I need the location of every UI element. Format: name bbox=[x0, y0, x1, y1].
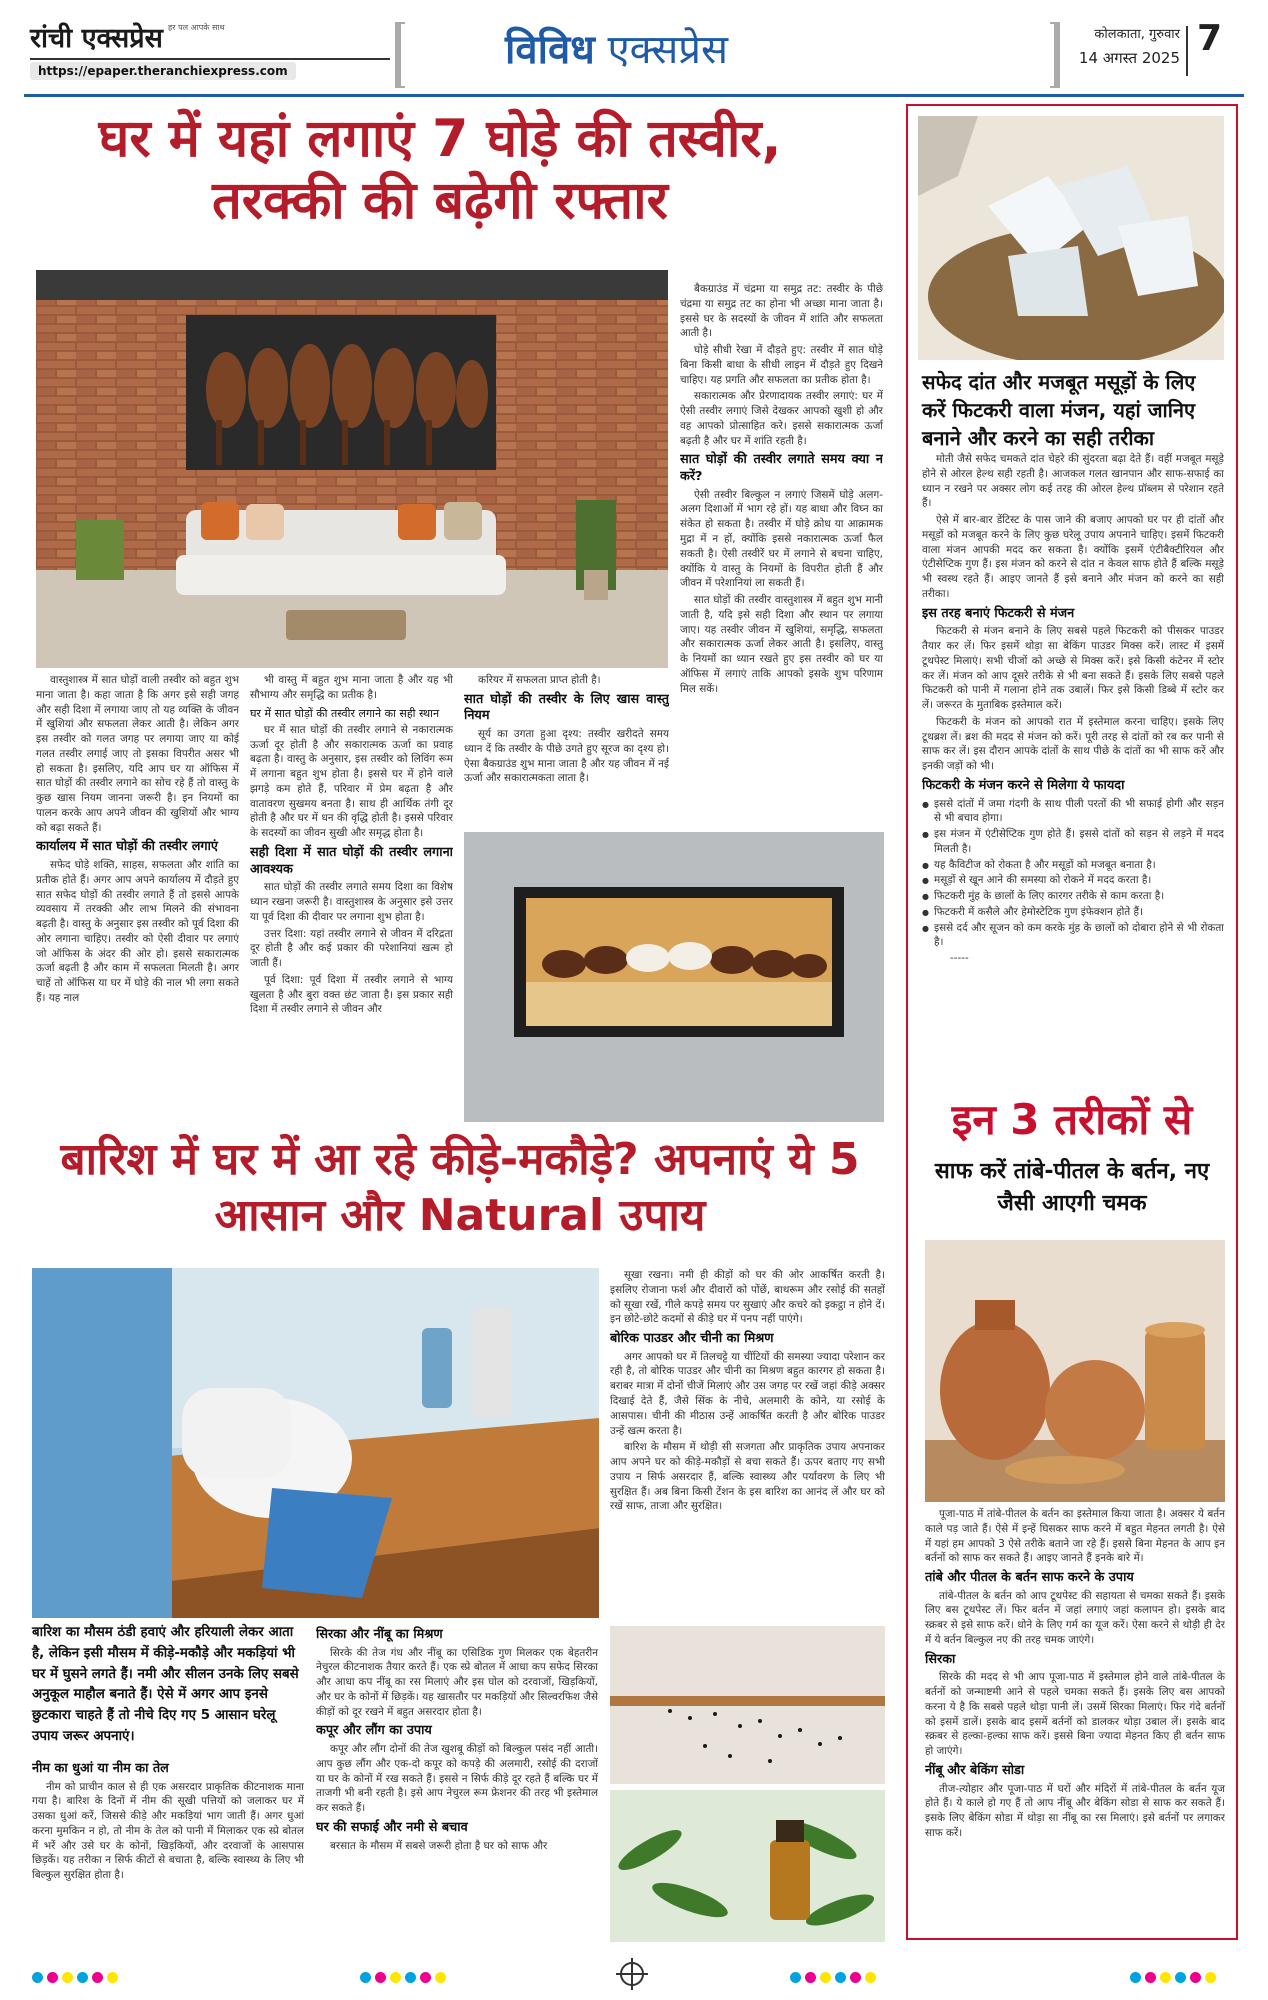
sb2-subhead2: सिरका bbox=[925, 1651, 956, 1667]
sidebar2-kicker: इन 3 तरीकों से bbox=[951, 1095, 1193, 1144]
register-dot bbox=[405, 1972, 416, 1983]
page-number: 7 bbox=[1197, 18, 1223, 59]
masthead-rule bbox=[30, 58, 390, 60]
register-dot bbox=[1205, 1972, 1216, 1983]
sidebar2-body bbox=[925, 1507, 1225, 1932]
a2-subhead-neem: नीम का धुआं या नीम का तेल bbox=[32, 1761, 169, 1776]
a1-c1-subhead: कार्यालय में सात घोड़ों की तस्वीर लगाएं bbox=[36, 839, 219, 855]
ants-on-wall-photo bbox=[610, 1626, 885, 1784]
sidebar1-headline: सफेद दांत और मजबूत मसूड़ों के लिए करें फिटकरी वाला मंजन, यहां जानिए बनाने और करने का सही तरीका bbox=[922, 370, 1196, 450]
a1-c1-p2: सफेद घोड़े शक्ति, साहस, सफलता और शांति का प्रतीक होते हैं। अगर आप अपने कार्यालय में दौड़ते हुए सात सफेद घोड़ों की तस्वीर लगाते हैं तो इससे आपके व्यवसाय में तरक्की और लाभ मिलने की संभावना बढ़ती है। वास्तु के अनुसार इस तस्वीर को पूर्व दिशा की ओर लगाना चाहिए। तस्वीर को ऐसी दीवार पर लगाएं जो ऑफिस के अंदर की ओर हो। इससे सकारात्मक ऊर्जा बढ़ती है और काम में सफलता मिलती है। अगर चाहें तो ऑफिस या घर में घोड़े की नाल भी लगा सकते हैं। यह नाल bbox=[36, 859, 239, 1004]
list-item: ● यह कैविटीज को रोकता है और मसूड़ों को मजबूत बनाता है। bbox=[922, 858, 1224, 873]
dateline-date: 14 अगस्त 2025 bbox=[1078, 49, 1180, 68]
list-item: ● फिटकरी में कसैले और हेमोस्टेटिक गुण इंफेक्शन होते हैं। bbox=[922, 905, 1224, 920]
register-dot bbox=[1130, 1972, 1141, 1983]
sb2-p2: तांबे-पीतल के बर्तन को आप टूथपेस्ट की सहायता से चमका सकते हैं। इसके लिए बस टूथपेस्ट लें। फिर बर्तन में जहां लगाएं जहां कलापन हो। इसके बाद स्क्रबर से इसे साफ करें। धोने के लिए गर्म का यूज करें। ऐसा करने से थोड़ी ही देर में ये बर्तन बिल्कुल नए की तरह चमक जाएंगे। bbox=[925, 1589, 1225, 1646]
list-item: ● फिटकरी मुंह के छालों के लिए कारगर तरीके से काम करता है। bbox=[922, 889, 1224, 904]
alum-crystals-photo bbox=[918, 116, 1224, 360]
sb1-subhead2: फिटकरी के मंजन करने से मिलेगा ये फायदा bbox=[922, 777, 1125, 793]
article2-col3 bbox=[610, 1268, 885, 1616]
list-item: ● इससे दांतों में जमा गंदगी के साथ पीली परतों की भी सफाई होगी और सड़न से भी बचाव होगा। bbox=[922, 797, 1224, 827]
a1-c4-p5: सात घोड़ों की तस्वीर वास्तुशास्त्र में बहुत शुभ मानी जाती है, यदि इसे सही दिशा और स्थान पर लगाया जाए। यह तस्वीर जीवन में खुशियां, समृद्धि, सफलता और सकारात्मक ऊर्जा लेकर आती है। इसलिए, वास्तु के नियमों का ध्यान रखते हुए इस तस्वीर को घर या ऑफिस में लगाएं ताकि आपको इसके शुभ परिणाम मिल सकें। bbox=[680, 594, 883, 695]
register-dots-center-left bbox=[360, 1968, 450, 1982]
sb1-subhead1: इस तरह बनाएं फिटकरी से मंजन bbox=[922, 605, 1075, 621]
logo-tagline: हर पल आपके साथ bbox=[168, 23, 225, 32]
article1-headline: घर में यहां लगाएं 7 घोड़े की तस्वीर, तरक्की की बढ़ेगी रफ्तार bbox=[98, 109, 782, 232]
a1-c4-p1: बैकग्राउंड में चंद्रमा या समुद्र तट: तस्वीर के पीछे चंद्रमा या समुद्र तट का होना भी अच्छा माना जाता है। इससे घर के सदस्यों के जीवन में शांति और सफलता आती है। bbox=[680, 283, 883, 340]
sb2-subhead3: नींबू और बेकिंग सोडा bbox=[925, 1762, 1025, 1778]
framed-running-horses-photo bbox=[464, 832, 884, 1122]
register-dot bbox=[62, 1972, 73, 1983]
register-dot bbox=[360, 1972, 371, 1983]
article2-headline: बारिश में घर में आ रहे कीड़े-मकौड़े? अपनाएं ये 5 आसान और Natural उपाय bbox=[60, 1134, 860, 1242]
a1-c2-p2: घर में सात घोड़ों की तस्वीर लगाने से नकारात्मक ऊर्जा दूर होती है और सकारात्मक ऊर्जा का प्रवाह बढ़ता है। वास्तु के अनुसार, इस तस्वीर को लिविंग रूम में लगाना बहुत शुभ होता है। इससे घर में होने वाले झगड़े कम होते हैं, परिवार में प्रेम बढ़ता है और वातावरण सुखमय बनता है। साथ ही आर्थिक तंगी दूर होती है और घर में धन की वृद्धि होती है। इससे परिवार के सदस्यों का जीवन सुखी और समृद्ध होता है। bbox=[250, 723, 453, 840]
a1-c2-p5: पूर्व दिशा: पूर्व दिशा में तस्वीर लगाने से भाग्य खुलता है और बुरा वक्त छंट जाता है। इस प्रकार सही दिशा में तस्वीर लगाने से जीवन और bbox=[250, 973, 453, 1016]
register-dot bbox=[1190, 1972, 1201, 1983]
register-dot bbox=[92, 1972, 103, 1983]
a2-p-lemon: सिरके की तेज गंध और नींबू का एसिडिक गुण मिलकर एक बेहतरीन नेचुरल कीटनाशक तैयार करते हैं। एक स्प्रे बोतल में आधा कप सफेद सिरका और आधा कप नींबू का रस मिलाएं और इस घोल को दरवाजों, खिड़कियों, और घर के कोनों में छिड़कें। यह खासतौर पर मकड़ियों और सिल्वरफिश जैसे कीड़ों को दूर रखने में बहुत असरदार होता है। bbox=[316, 1646, 598, 1718]
sb2-subhead1: तांबे और पीतल के बर्तन साफ करने के उपाय bbox=[925, 1570, 1134, 1586]
page-divider bbox=[1186, 26, 1188, 76]
sb1-p4: फिटकरी के मंजन को आपको रात में इस्तेमाल करना चाहिए। इसके लिए टूथब्रश लें। ब्रश की मदद से मंजन को करें। पूरी तरह से दांतों को रब कर पानी से साफ कर लें। इस दौरान आपके दांतों के साथ पीछे के दांतों का भी साफ करें और इनकी जड़ों को भी। bbox=[922, 715, 1224, 773]
a2-subhead-camphor: कपूर और लौंग का उपाय bbox=[316, 1723, 432, 1739]
sb2-p4: तीज-त्योहार और पूजा-पाठ में घरों और मंदिरों में तांबे-पीतल के बर्तन यूज होते हैं। ये काले हो गए हैं तो आप नींबू और बेकिंग सोडा से साफ कर सकते हैं। इसके लिए बेकिंग सोडा में थोड़ा सा नींबू का रस मिलाएं। इसे बर्तनों पर लगाकर साफ करें। bbox=[925, 1782, 1225, 1839]
register-dot bbox=[390, 1972, 401, 1983]
masthead-bottom-rule bbox=[24, 94, 1244, 97]
section-title-b: एक्सप्रेस bbox=[607, 27, 729, 73]
register-dot bbox=[420, 1972, 431, 1983]
register-dot bbox=[375, 1972, 386, 1983]
section-title bbox=[505, 20, 728, 75]
newspaper-logo: रांची एक्सप्रेस bbox=[30, 23, 163, 54]
register-dots-left bbox=[32, 1968, 122, 1982]
seven-horses-room-photo bbox=[36, 270, 668, 668]
sidebar2-headline: साफ करें तांबे-पीतल के बर्तन, नए जैसी आएगी चमक bbox=[934, 1159, 1210, 1216]
article2-col2 bbox=[316, 1623, 598, 1941]
section-bracket-left bbox=[395, 22, 405, 88]
register-dots-center-right bbox=[790, 1968, 880, 1982]
epaper-url[interactable]: https://epaper.theranchiexpress.com bbox=[30, 62, 296, 80]
section-title-a: विविध bbox=[505, 27, 595, 73]
a2-p-boric: अगर आपको घर में तिलचट्टे या चींटियों की समस्या ज्यादा परेशान कर रही है, तो बोरिक पाउडर और चीनी का मिश्रण बहुत कारगर हो सकता है। बराबर मात्रा में दोनों चीजें मिलाएं और उस जगह पर रखें जहां कीड़े अक्सर दिखाई देते हैं, जैसे सिंक के नीचे, अलमारी के कोने, या रसोई के आसपास। चीनी की मीठास उन्हें आकर्षित करती है और बोरिक पाउडर उन्हें खत्म करता है। bbox=[610, 1350, 885, 1437]
a2-p-camphor: कपूर और लौंग दोनों की तेज खुशबू कीड़ों को बिल्कुल पसंद नहीं आती। आप कुछ लौंग और एक-दो कपूर को कपड़े की अलमारी, रसोई की दराजों या घर के कोनों में रख सकते हैं। इससे न सिर्फ कीड़े दूर रहते हैं बल्कि घर में ताजगी भी बनी रहती है। इसे आप नेचुरल रूम फ्रेशनर की तरह भी इस्तेमाल कर सकते हैं। bbox=[316, 1743, 598, 1815]
list-item: ● मसूड़ों से खून आने की समस्या को रोकने में मदद करता है। bbox=[922, 873, 1224, 888]
a1-c1-p1: वास्तुशास्त्र में सात घोड़ों वाली तस्वीर को बहुत शुभ माना जाता है। कहा जाता है कि अगर इसे सही जगह और सही दिशा में लगाया जाए तो यह व्यक्ति के जीवन में खुशियां और सफलता लेकर आती है। लेकिन अगर इस तस्वीर को गलत जगह पर लगाया जाए या कोई गलत तस्वीर लगाई जाए तो इसका विपरीत असर भी हो सकता है। इसलिए, यदि आप घर या ऑफिस में सात घोड़ों की तस्वीर लगाने का सोच रहे हैं तो वास्तु के कुछ खास नियम जानना जरूरी है। इन नियमों का पालन करके आप अपने जीवन की खुशियों और भाग्य को बढ़ा सकते हैं। bbox=[36, 674, 239, 834]
list-item: ● इससे दर्द और सूजन को कम करके मुंह के छालों को दोबारा होने से भी रोकता है। bbox=[922, 921, 1224, 951]
sb1-p1: मोती जैसे सफेद चमकते दांत चेहरे की सुंदरता बढ़ा देते हैं। वहीं मजबूत मसूड़े होने से ओरल हेल्थ सही रहती है। आजकल गलत खानपान और साफ-सफाई का ध्यान न रखने पर अक्सर लोग कई तरह की ओरल हेल्थ प्रॉब्लम से परेशान रहते हैं। bbox=[922, 453, 1224, 510]
register-dot bbox=[790, 1972, 801, 1983]
a1-c2-p3: सात घोड़ों की तस्वीर लगाते समय दिशा का विशेष ध्यान रखना जरूरी है। वास्तुशास्त्र के अनुसार इसे उत्तर या पूर्व दिशा की दीवार पर लगाना शुभ होता है। bbox=[250, 881, 453, 923]
a2-p-clean: बरसात के मौसम में सबसे जरूरी होता है घर को साफ और bbox=[330, 1839, 548, 1852]
a1-c3-subhead: सात घोड़ों की तस्वीर के लिए खास वास्तु नियम bbox=[464, 691, 669, 724]
copper-vessels-photo bbox=[925, 1240, 1225, 1502]
a1-c2-p1: भी वास्तु में बहुत शुभ माना जाता है और यह भी सौभाग्य और समृद्धि का प्रतीक है। bbox=[250, 674, 453, 701]
sb1-end-mark: ----- bbox=[950, 952, 969, 965]
register-dot bbox=[77, 1972, 88, 1983]
a1-c2-subhead1: घर में सात घोड़ों की तस्वीर लगाने का सही स्थान bbox=[250, 706, 440, 720]
sb1-p2: ऐसे में बार-बार डेंटिस्ट के पास जाने की बजाए आपको घर पर ही दांतों और मसूड़ों को मजबूत करने के लिए कुछ घरेलू उपाय अपनाने चाहिए। इसमें फिटकरी वाला मंजन आपकी मदद कर सकता है। क्योंकि इसमें एंटीबैक्टीरियल और एंटीसेप्टिक गुण हैं। इस मंजन को करने से दांत न केवल साफ होते हैं बल्कि मसूड़े भी स्वस्थ रहते हैं। आइए जानते हैं इसे बनाने और मंजन को करने का सही तरीका। bbox=[922, 514, 1224, 600]
a2-p-end: बारिश के मौसम में थोड़ी सी सजगता और प्राकृतिक उपाय अपनाकर आप अपने घर को कीड़े-मकौड़ों से बचा सकते हैं। ऊपर बताए गए सभी उपाय न सिर्फ असरदार हैं, बल्कि स्वास्थ्य और पर्यावरण के लिए भी सुरक्षित हैं। अब बिना किसी टेंशन के इस बारिश का आनंद लें और घर को रखें साफ, ताजा और सुरक्षित। bbox=[610, 1441, 885, 1513]
register-dot bbox=[435, 1972, 446, 1983]
register-dot bbox=[865, 1972, 876, 1983]
a1-c2-subhead2: सही दिशा में सात घोड़ों की तस्वीर लगाना आवश्यक bbox=[250, 844, 453, 877]
register-dot bbox=[1160, 1972, 1171, 1983]
article2-lead: बारिश का मौसम ठंडी हवाएं और हरियाली लेकर आता है, लेकिन इसी मौसम में कीड़े-मकौड़े और मकड़ियां भी घर में घुसने लगते हैं। नमी और सीलन उनके लिए सबसे अनुकूल माहौल बनाते हैं। ऐसे में अगर आप इनसे छुटकारा चाहते हैं तो नीचे दिए गए 5 आसान घरेलू उपाय जरूर अपनाएं। bbox=[32, 1625, 299, 1744]
sb2-p1: पूजा-पाठ में तांबे-पीतल के बर्तन का इस्तेमाल किया जाता है। अक्सर ये बर्तन काले पड़ जाते हैं। ऐसे में इन्हें घिसकर साफ करने में बहुत मेहनत लगती है। ऐसे में यहां हम आपको 3 ऐसे तरीके बताने जा रहे हैं। इससे बिना मेहनत के आप इन बर्तनों को साफ कर सकते हैं। आइए जानते हैं इनके बारे में। bbox=[925, 1508, 1225, 1565]
a1-c4-p4: ऐसी तस्वीर बिल्कुल न लगाएं जिसमें घोड़े अलग-अलग दिशाओं में भाग रहे हों। यह बाधा और विघ्न का संकेत हो सकता है। तस्वीर में घोड़े क्रोध या आक्रामक मुद्रा में न हों, क्योंकि इससे नकारात्मक ऊर्जा फैल सकती है। ऐसी तस्वीरें घर में लगाने से बचना चाहिए, क्योंकि ये वास्तु के नियमों के विपरीत होती हैं और जीवन में परेशानियां ला सकती हैं। bbox=[680, 488, 883, 590]
register-dot bbox=[1145, 1972, 1156, 1983]
a2-subhead-lemon: सिरका और नींबू का मिश्रण bbox=[316, 1627, 443, 1642]
register-dot bbox=[32, 1972, 43, 1983]
a2-p-clean-cont: सूखा रखना। नमी ही कीड़ों को घर की ओर आकर्षित करती है। इसलिए रोजाना फर्श और दीवारों को पोंछें, बाथरूम और रसोई की सतहों को सूखा रखें, गीले कपड़े समय पर सुखाएं और कचरे को इकट्ठा न होने दें। इन छोटे-छोटे कदमों से कीड़े घर में पनप नहीं पाएंगे। bbox=[610, 1269, 885, 1326]
article1-col1 bbox=[36, 673, 239, 1128]
a1-c4-subhead: सात घोड़ों की तस्वीर लगाते समय क्या न करें? bbox=[680, 452, 883, 485]
a1-c2-p4: उत्तर दिशा: यहां तस्वीर लगाने से जीवन में दरिद्रता दूर होती है और कई प्रकार की परेशानियां खत्म हो जाती हैं। bbox=[250, 927, 453, 970]
a2-subhead-boric: बोरिक पाउडर और चीनी का मिश्रण bbox=[610, 1331, 774, 1347]
register-dot bbox=[107, 1972, 118, 1983]
list-item: ● इस मंजन में एंटीसेप्टिक गुण होते हैं। इससे दांतों को सड़न से लड़ने में मदद मिलती है। bbox=[922, 827, 1224, 857]
article1-col2 bbox=[250, 673, 453, 1128]
dateline bbox=[1066, 24, 1180, 72]
register-dot bbox=[850, 1972, 861, 1983]
sb1-p3: फिटकरी से मंजन बनाने के लिए सबसे पहले फिटकरी को पीसकर पाउडर तैयार कर लें। फिर इसमें थोड़ा सा बेकिंग पाउडर मिक्स करें। लास्ट में इसमें टूथपेस्ट मिलाएं। सभी चीजों को अच्छे से मिक्स करें। इसे किसी कंटेनर में स्टोर कर लें। मंजन को आप दूसरे तरीके से भी बना सकते हैं। इसके लिए सबसे पहले फिटकरी को पानी में गलाना होने तक उबालें। फिर इसे किसी डिब्बे में स्टोर कर लें। जरूरत के मुताबिक इस्तेमाल करें। bbox=[922, 625, 1224, 712]
cleaning-glove-photo bbox=[32, 1268, 599, 1618]
a2-p-neem: नीम को प्राचीन काल से ही एक असरदार प्राकृतिक कीटनाशक माना गया है। बारिश के दिनों में नीम की सूखी पत्तियों को जलाकर घर में उसका धुआं करें, जिससे कीड़े और मकड़ियां भाग जाती हैं। अगर धुआं करना मुमकिन न हो, तो नीम के तेल को पानी में मिलाकर एक स्प्रे बोतल में भरें और उसे घर के कोनों, खिड़कियों, और दरवाजों के आसपास छिड़कें। यह तरीका न सिर्फ कीटों से बचाता है, बल्कि स्वास्थ्य के लिए भी बिल्कुल सुरक्षित होता है। bbox=[32, 1780, 304, 1882]
a1-c3-p1: करियर में सफलता प्राप्त होती है। bbox=[478, 674, 601, 686]
registration-crosshair-icon bbox=[620, 1962, 644, 1986]
register-dot bbox=[1175, 1972, 1186, 1983]
a1-c3-p2: सूर्य का उगता हुआ दृश्य: तस्वीर खरीदते समय ध्यान दें कि तस्वीर के पीछे उगते हुए सूरज का दृश्य हो। ऐसा बैकग्राउंड शुभ माना जाता है और यह जीवन में नई ऊर्जा और सकारात्मकता लाता है। bbox=[464, 728, 669, 785]
register-dot bbox=[47, 1972, 58, 1983]
register-dot bbox=[820, 1972, 831, 1983]
sb2-p3: सिरके की मदद से भी आप पूजा-पाठ में इस्तेमाल होने वाले तांबे-पीतल के बर्तनों को जन्माष्टमी आने से पहले चमका सकते हैं। इसके लिए बस आपको करना ये है कि सबसे पहले थोड़ा पानी लें। उसमें सिरका मिलाएं। फिर गंदे बर्तनों को इसमें डालें। इसके बाद इसमें बर्तनों को डालकर थोड़ा उबाल लें। इसके बाद स्क्रबर से हल्का-हल्का साफ करें। इससे बिना ज्यादा मेहनत किए ही बर्तन साफ हो जाएंगे। bbox=[925, 1671, 1225, 1758]
article2-col1 bbox=[32, 1757, 304, 1942]
sidebar1-body bbox=[922, 452, 1224, 1074]
sb1-benefits-list bbox=[922, 797, 1224, 951]
a1-c4-p3: सकारात्मक और प्रेरणादायक तस्वीर लगाएं: घर में ऐसी तस्वीर लगाएं जिसे देखकर आपको खुशी हो और वह आपको प्रोत्साहित करे। इससे सकारात्मक ऊर्जा बढ़ती है और घर में शांति रहती है। bbox=[680, 390, 883, 447]
register-dot bbox=[835, 1972, 846, 1983]
register-dot bbox=[805, 1972, 816, 1983]
a2-subhead-clean: घर की सफाई और नमी से बचाव bbox=[316, 1819, 468, 1835]
neem-oil-bottle-photo bbox=[610, 1790, 885, 1942]
register-dots-right bbox=[1130, 1968, 1220, 1982]
article1-col3 bbox=[464, 673, 669, 825]
section-bracket-right bbox=[1050, 22, 1060, 88]
article1-col4 bbox=[680, 282, 883, 827]
a1-c4-p2: घोड़े सीधी रेखा में दौड़ते हुए: तस्वीर में सात घोड़े बिना किसी बाधा के सीधी लाइन में दौड़ते हुए दिखने चाहिए। यह प्रगति और सफलता का प्रतीक होता है। bbox=[680, 344, 883, 386]
dateline-place-day: कोलकाता, गुरुवार bbox=[1094, 27, 1180, 42]
